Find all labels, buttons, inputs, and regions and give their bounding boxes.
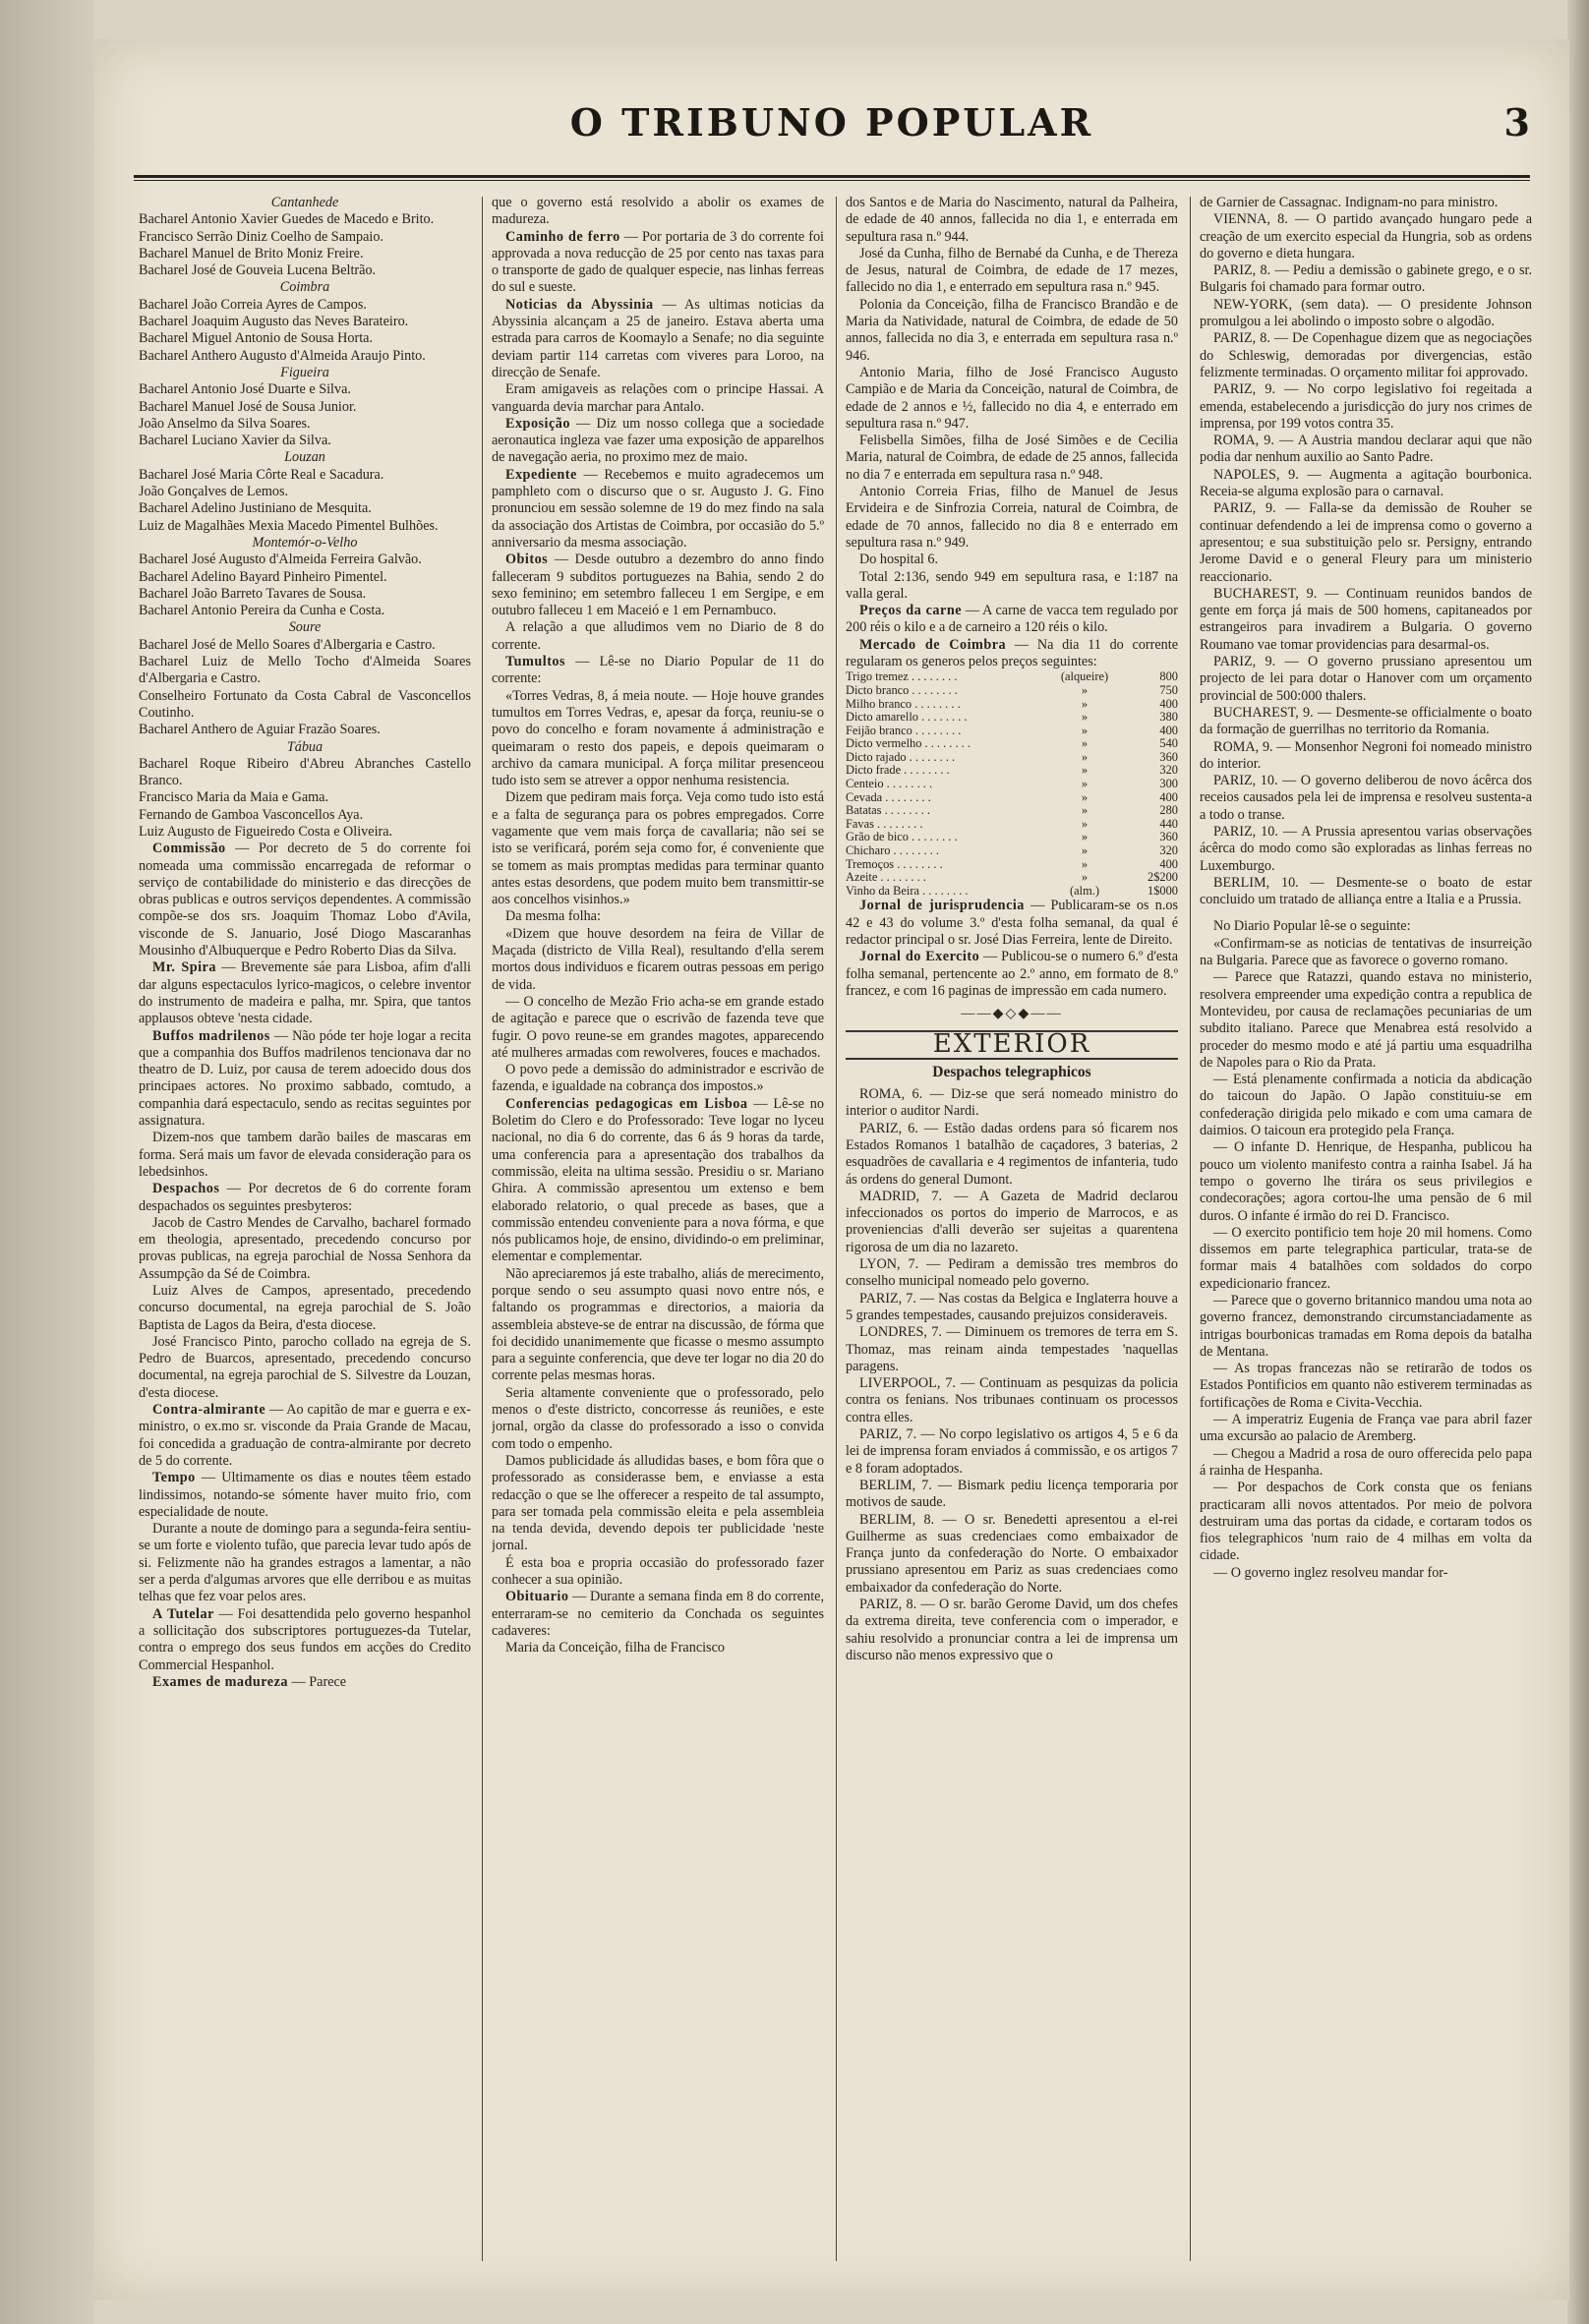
article-paragraph: Despachos — Por decretos de 6 do corrente foram despachados os seguintes presbyteros: bbox=[139, 1181, 471, 1214]
article-paragraph: Noticias da Abyssinia — As ultimas noticias da Abyssinia alcançam a 25 de janeiro. Estava aberta uma estrada para carros de Koomaylo a Senafe; no dia seguinte deviam partir 114 carretas com viveres para Loroo, na direcção de Senafe. bbox=[492, 296, 824, 380]
table-cell: » bbox=[1081, 682, 1089, 697]
article-paragraph: Commissão — Por decreto de 5 do corrente foi nomeada uma commissão encarregada de reformar o serviço de contabilidade do ministerio e das direcções de obras publicas e outros serviços dependentes. A commissão compõe-se dos srs. Joaquim Thomaz Lobo d'Avila, visconde de S. Januario, José Diogo Mascaranhas Mousinho d'Albuquerque e Pedro Roberto Dias da Silva. bbox=[139, 841, 471, 959]
article-paragraph: Bacharel Manuel José de Sousa Junior. bbox=[139, 398, 357, 415]
article-paragraph: Bacharel Luiz de Mello Tocho d'Almeida Soares d'Albergaria e Castro. bbox=[139, 654, 471, 687]
article-paragraph: PARIZ, 8. — O sr. barão Gerome David, um dos chefes da extrema direita, teve conferencia com o imperador, e sahiu resolvido a pronunciar contra a lei de imprensa um discurso não menos expressivo que o bbox=[846, 1596, 1178, 1663]
table-cell: 400 bbox=[1159, 723, 1178, 737]
article-paragraph: Fernando de Gamboa Vasconcellos Aya. bbox=[139, 806, 364, 823]
article-paragraph: ROMA, 9. — Monsenhor Negroni foi nomeado ministro do interior. bbox=[1200, 738, 1532, 772]
article-paragraph: dos Santos e de Maria do Nascimento, natural da Palheira, de edade de 40 annos, fallecida no dia 1, e enterrada em sepultura rasa n.º 944. bbox=[846, 195, 1178, 245]
article-paragraph: NAPOLES, 9. — Augmenta a agitação bourbonica. Receia-se alguma explosão para o carnaval. bbox=[1200, 466, 1532, 500]
article-headline: Mr. Spira bbox=[152, 959, 216, 976]
column-3-obituary bbox=[846, 195, 1178, 670]
article-paragraph: Da mesma folha: bbox=[505, 908, 601, 925]
article-paragraph: Bacharel Miguel Antonio de Sousa Horta. bbox=[139, 330, 373, 347]
table-cell: 360 bbox=[1159, 749, 1178, 764]
page-right-edge bbox=[1567, 0, 1589, 2324]
article-paragraph: — O governo inglez resolveu mandar for- bbox=[1213, 1564, 1448, 1581]
table-cell: 400 bbox=[1159, 856, 1178, 871]
section-subheading-telegrams: Despachos telegraphicos bbox=[932, 1063, 1091, 1080]
table-cell: » bbox=[1081, 870, 1089, 885]
article-paragraph: Francisco Maria da Maia e Gama. bbox=[139, 789, 329, 806]
article-paragraph: LYON, 7. — Pediram a demissão tres membros do conselho municipal nomeado pelo governo. bbox=[846, 1256, 1178, 1290]
article-paragraph: Bacharel José de Gouveia Lucena Beltrão. bbox=[139, 262, 377, 279]
column-separator bbox=[1190, 197, 1191, 2261]
article-headline: Expediente bbox=[505, 466, 577, 483]
column-4 bbox=[1200, 195, 1532, 2269]
article-paragraph: Exposição — Diz um nosso collega que a sociedade aeronautica ingleza vae fazer uma exposição de apparelhos de navegação aeria, no proximo mez de maio. bbox=[492, 415, 824, 466]
locality-subheading: Coimbra bbox=[279, 279, 330, 296]
masthead-rule bbox=[134, 175, 1530, 178]
table-cell: (alm.) bbox=[1070, 883, 1099, 898]
article-paragraph: Bacharel João Barreto Tavares de Sousa. bbox=[139, 585, 367, 602]
article-paragraph: PARIZ, 7. — No corpo legislativo os artigos 4, 5 e 6 da lei de imprensa foram enviados á commissão, e os artigos 7 e 8 foram adoptados. bbox=[846, 1426, 1178, 1477]
table-cell: Dicto vermelho . . . . . . . . bbox=[846, 736, 971, 751]
table-cell: Chicharo . . . . . . . . bbox=[846, 843, 939, 858]
locality-subheading: Cantanhede bbox=[270, 195, 339, 210]
article-paragraph: MADRID, 7. — A Gazeta de Madrid declarou infeccionados os portos do imperio de Marrocos, e as proveniencias d'alli deverão ser sujeitas a quarentena rigorosa de um dia no lazareto. bbox=[846, 1188, 1178, 1255]
article-paragraph: «Confirmam-se as noticias de tentativas de insurreição na Bulgaria. Parece que as favorece o governo romano. bbox=[1200, 935, 1532, 969]
article-paragraph: — Por despachos de Cork consta que os fenians practicaram alli novos attentados. Por meio de polvora destruiram uma das portas da cidade, e cortaram todos os fios telegraphicos 'num raio de 4 milhas em volta da cidade. bbox=[1200, 1480, 1532, 1564]
article-paragraph: BERLIM, 10. — Desmente-se o boato de estar concluido um tratado de alliança entre a Italia e a Prussia. bbox=[1200, 874, 1532, 908]
table-row bbox=[846, 737, 1178, 751]
article-paragraph: PARIZ, 9. — O governo prussiano apresentou um projecto de lei para dotar o Hanover com um orçamento provincial de 500:000 thalers. bbox=[1200, 654, 1532, 704]
article-paragraph: A relação a que alludimos vem no Diario de 8 do corrente. bbox=[492, 619, 824, 653]
article-paragraph: Jacob de Castro Mendes de Carvalho, bacharel formado em theologia, apresentado, precedendo concurso por provas publicas, na egreja parochial de Nossa Senhora da Assumpção da Sé de Coimbra. bbox=[139, 1214, 471, 1282]
article-paragraph: PARIZ, 9. — Falla-se da demissão de Rouher se continuar defendendo a lei de imprensa como o governo a apresentou; e sua substituição pelo sr. Persigny, entrando Jerome David e o general Fleury para um ministerio reaccionario. bbox=[1200, 500, 1532, 585]
article-paragraph: Luiz Augusto de Figueiredo Costa e Oliveira. bbox=[139, 823, 393, 840]
ornament-divider: ——◆◇◆—— bbox=[961, 1006, 1063, 1022]
article-paragraph: — O infante D. Henrique, de Hespanha, publicou ha pouco um violento manifesto contra a rainha Isabel. Já ha tempo o governo lhe tirára os seus privilegios e condecorações; agora cortou-lhe uma pensão de 6 mil duros. O infante é irmão do rei D. Francisco. bbox=[1200, 1139, 1532, 1224]
article-paragraph: Mr. Spira — Brevemente sáe para Lisboa, afim d'alli dar alguns espectaculos lyrico-magicos, o celebre inventor do instrumento de madeira e palha, mr. Spira, que tantos applausos obteve 'nesta cidade. bbox=[139, 959, 471, 1027]
article-paragraph: NEW-YORK, (sem data). — O presidente Johnson promulgou a lei abolindo o imposto sobre o algodão. bbox=[1200, 296, 1532, 330]
article-paragraph: Conferencias pedagogicas em Lisboa — Lê-se no Boletim do Clero e do Professorado: Teve logar no lyceu nacional, no dia 6 do corrente, das 6 ás 9 horas da tarde, uma conferencia para a apresentação dos trabalhos da commissão, eleita na ultima sessão. Presidiu o sr. Mariano Ghira. A commissão apresentou um extenso e bem elaborado relatorio, o qual precede as bases, que a commissão entendeu conveniente para a nova fórma, e que nós publicamos hoje, de ensino, dividindo-o em preliminar, elementar e complementar. bbox=[492, 1095, 824, 1265]
article-paragraph: PARIZ, 8. — Pediu a demissão o gabinete grego, e o sr. Bulgaris foi chamado para formar outro. bbox=[1200, 262, 1532, 296]
table-row bbox=[846, 885, 1178, 899]
table-cell: Centeio . . . . . . . . bbox=[846, 777, 933, 791]
article-paragraph: Bacharel Antonio José Duarte e Silva. bbox=[139, 381, 351, 398]
article-paragraph: Buffos madrilenos — Não póde ter hoje logar a recita que a companhia dos Buffos madrilenos tencionava dar no theatro de D. Luiz, por causa de terem adoecido dous dos principaes actores. No proximo sabbado, comtudo, a companhia dará espectaculo, sendo as recitas seguintes por assignatura. bbox=[139, 1027, 471, 1130]
masthead bbox=[134, 100, 1530, 149]
article-paragraph: PARIZ, 8. — De Copenhague dizem que as negociações do Schleswig, demoradas por divergencias, estão felizmente terminadas. O orçamento militar foi approvado. bbox=[1200, 330, 1532, 380]
article-paragraph: Francisco Serrão Diniz Coelho de Sampaio. bbox=[139, 228, 384, 245]
article-paragraph: — Parece que o governo britannico mandou uma nota ao governo francez, demonstrando circumstanciadamente as intrigas bourbonicas tramadas em Roma depois da batalha de Mentana. bbox=[1200, 1293, 1532, 1360]
table-cell: Milho branco . . . . . . . . bbox=[846, 696, 961, 711]
table-row bbox=[846, 791, 1178, 805]
article-paragraph: Bacharel José de Mello Soares d'Albergaria e Castro. bbox=[139, 636, 436, 653]
article-paragraph: BUCHAREST, 9. — Continuam reunidos bandos de gente em força já mais de 500 homens, capitaneados por estrangeiros para invadirem a Bulgaria. O governo Roumano vae tomar providencias para desarmal-os. bbox=[1200, 585, 1532, 653]
article-headline: Caminho de ferro bbox=[505, 228, 620, 245]
article-paragraph: — O concelho de Mezão Frio acha-se em grande estado de agitação e parece que o escrivão de fazenda teve que fugir. O povo reune-se em grandes magotes, apparecendo até mulheres armadas com rewolveres, fouces e machados. bbox=[492, 993, 824, 1061]
article-paragraph: Luiz de Magalhães Mexia Macedo Pimentel Bulhões. bbox=[139, 517, 439, 534]
article-headline: Commissão bbox=[152, 841, 226, 857]
article-paragraph: LIVERPOOL, 7. — Continuam as pesquizas da policia contra os fenians. Nos tribunaes continuam os processos contra elles. bbox=[846, 1375, 1178, 1425]
page-number: 3 bbox=[1503, 100, 1530, 145]
article-paragraph: Jornal do Exercito — Publicou-se o numero 6.º d'esta folha semanal, pertencente ao 2.º anno, em formato de 8.º francez, e com 16 paginas de impressão em cada numero. bbox=[846, 949, 1178, 999]
table-cell: » bbox=[1081, 843, 1089, 858]
article-paragraph: PARIZ, 9. — No corpo legislativo foi regeitada a emenda, estabelecendo a jurisdicção do jury nos crimes de imprensa, por 199 votos contra 35. bbox=[1200, 381, 1532, 432]
article-paragraph: que o governo está resolvido a abolir os exames de madureza. bbox=[492, 195, 824, 228]
table-row bbox=[846, 684, 1178, 698]
article-paragraph: Obitos — Desde outubro a dezembro do anno findo falleceram 9 subditos portuguezes na Bahia, sendo 2 do sexo feminino; em setembro falleceu 1 em Sergipe, e em outubro falleceu 1 em Maceió e 1 em Pernambuco. bbox=[492, 552, 824, 619]
article-paragraph: ROMA, 6. — Diz-se que será nomeado ministro do interior o auditor Nardi. bbox=[846, 1086, 1178, 1120]
article-paragraph: Caminho de ferro — Por portaria de 3 do corrente foi approvada a nova reducção de 25 por cento nas taxas para o transporte de gado de qualquer especie, nas linhas ferreas do sul e sueste. bbox=[492, 228, 824, 296]
article-paragraph: Bacharel Antonio Xavier Guedes de Macedo e Brito. bbox=[139, 211, 435, 228]
article-paragraph: João Gonçalves de Lemos. bbox=[139, 484, 289, 500]
article-paragraph: Não apreciaremos já este trabalho, aliás de merecimento, porque sendo o seu assumpto quasi novo entre nós, e faltando os programmas e directorios, a maioria da assembleia absteve-se de entrar na discussão, de fórma que foi decidido unanimemente que ficasse o mesmo assumpto para a seguinte conferencia, que deve ter logar no dia 20 do corrente pelas mesmas horas. bbox=[492, 1265, 824, 1384]
article-paragraph: Jornal de jurisprudencia — Publicaram-se os n.os 42 e 43 do volume 3.º d'esta folha semanal, da qual é redactor principal o sr. José Dias Ferreira, lente de Direito. bbox=[846, 898, 1178, 948]
article-paragraph: — Está plenamente confirmada a noticia da abdicação do taicoun do Japão. O Japão constituiu-se em confederação dirigida pelo mikado e com uma camara de daimios. O taicoun era protegido pela França. bbox=[1200, 1072, 1532, 1139]
locality-subheading: Soure bbox=[288, 619, 322, 636]
locality-subheading: Montemór-o-Velho bbox=[252, 534, 358, 551]
table-cell: Dicto branco . . . . . . . . bbox=[846, 682, 958, 697]
article-paragraph: Polonia da Conceição, filha de Francisco Brandão e de Maria da Natividade, natural de Coimbra, de edade de 50 annos, fallecida no dia 3, e enterrada em sepultura rasa n.º 946. bbox=[846, 296, 1178, 364]
article-paragraph: — A imperatriz Eugenia de França vae para abril fazer uma excursão ao palacio de Aremberg. bbox=[1200, 1412, 1532, 1445]
table-cell: » bbox=[1081, 736, 1089, 751]
table-row bbox=[846, 764, 1178, 778]
page-left-edge bbox=[0, 0, 94, 2324]
table-cell: 440 bbox=[1159, 816, 1178, 831]
table-cell: 320 bbox=[1159, 843, 1178, 858]
article-paragraph: — Chegou a Madrid a rosa de ouro offerecida pelo papa á rainha de Hespanha. bbox=[1200, 1445, 1532, 1479]
article-paragraph: Bacharel Adelino Bayard Pinheiro Pimentel. bbox=[139, 568, 387, 585]
article-paragraph: Antonio Maria, filho de José Francisco Augusto Campião e de Maria da Conceição, natural de Coimbra, de edade de 2 annos e ½, fallecido no dia 4, e enterrado em sepultura rasa n.º 947. bbox=[846, 364, 1178, 432]
table-cell: 750 bbox=[1159, 682, 1178, 697]
article-paragraph: — O exercito pontificio tem hoje 20 mil homens. Como dissemos em parte telegraphica particular, trata-se de formar mais 4 batalhões com soldados do corpo expedicionario francez. bbox=[1200, 1224, 1532, 1292]
table-cell: » bbox=[1081, 696, 1089, 711]
article-headline: Buffos madrilenos bbox=[152, 1027, 270, 1044]
article-paragraph: Contra-almirante — Ao capitão de mar e guerra e ex-ministro, o ex.mo sr. visconde da Praia Grande de Macau, foi concedida a graduação de contra-almirante por decreto de 5 do corrente. bbox=[139, 1402, 471, 1469]
article-paragraph: Tumultos — Lê-se no Diario Popular de 11 do corrente: bbox=[492, 654, 824, 687]
article-paragraph: Bacharel Anthero de Aguiar Frazão Soares. bbox=[139, 722, 381, 738]
masthead-rule-thin bbox=[134, 180, 1530, 181]
table-row bbox=[846, 670, 1178, 684]
article-paragraph: Bacharel João Correia Ayres de Campos. bbox=[139, 296, 367, 313]
article-paragraph: PARIZ, 10. — O governo deliberou de novo ácêrca dos receios causados pela lei de imprensa e resolveu sustenta-a a todo o transe. bbox=[1200, 773, 1532, 823]
article-paragraph: de Garnier de Cassagnac. Indignam-no para ministro. bbox=[1200, 195, 1499, 210]
article-headline: Contra-almirante bbox=[152, 1402, 266, 1419]
table-cell: » bbox=[1081, 830, 1089, 844]
table-cell: Tremoços . . . . . . . . bbox=[846, 856, 943, 871]
table-cell: 320 bbox=[1159, 763, 1178, 778]
article-paragraph: Bacharel Manuel de Brito Moniz Freire. bbox=[139, 245, 364, 261]
table-cell: » bbox=[1081, 856, 1089, 871]
table-cell: Favas . . . . . . . . bbox=[846, 816, 923, 831]
article-paragraph: Tempo — Ultimamente os dias e noutes têem estado lindissimos, notando-se sómente haver muito frio, com especialidade de noute. bbox=[139, 1470, 471, 1520]
table-cell: 300 bbox=[1159, 777, 1178, 791]
article-headline: Mercado de Coimbra bbox=[859, 636, 1007, 653]
article-paragraph: Damos publicidade ás alludidas bases, e bom fôra que o professorado as considerasse bem, e enviasse a esta redacção o que se lhe offerecer a respeito de tal assumpto, para ser tomada pela commissão eleita e pela assembleia na tenda devida, devendo depois ter publicidade 'neste jornal. bbox=[492, 1452, 824, 1554]
table-cell: Batatas . . . . . . . . bbox=[846, 803, 931, 818]
article-headline: Exames de madureza bbox=[152, 1673, 288, 1690]
table-cell: 400 bbox=[1159, 789, 1178, 804]
article-paragraph: Bacharel Luciano Xavier da Silva. bbox=[139, 433, 331, 449]
article-paragraph: VIENNA, 8. — O partido avançado hungaro pede a creação de um exercito especial da Hungria, sob as ordens do governo e dieta hungara. bbox=[1200, 211, 1532, 261]
table-cell: 280 bbox=[1159, 803, 1178, 818]
article-paragraph: PARIZ, 6. — Estão dadas ordens para só ficarem nos Estados Romanos 1 batalhão de caçadores, 3 baterias, 2 esquadrões de cavallaria e 4 regimentos de infanteria, tudo ás ordens do general Dumont. bbox=[846, 1120, 1178, 1188]
article-paragraph: Bacharel José Augusto d'Almeida Ferreira Galvão. bbox=[139, 552, 422, 568]
article-paragraph: A Tutelar — Foi desattendida pelo governo hespanhol a sollicitação dos subscriptores portuguezes-da Tutelar, contra o emprego dos seus fundos em acções do Credito Commercial Hespanhol. bbox=[139, 1605, 471, 1673]
article-paragraph: Expediente — Recebemos e muito agradecemos um pamphleto com o discurso que o sr. Augusto J. G. Fino pronunciou em sessão solemne de 19 do mez findo na sala da associação dos Artistas de Coimbra, por occasião do 5.º anniversario da mesma associação. bbox=[492, 466, 824, 551]
article-paragraph: PARIZ, 7. — Nas costas da Belgica e Inglaterra houve a 5 grandes tempestades, causando prejuizos consideraveis. bbox=[846, 1290, 1178, 1323]
table-cell: Grão de bico . . . . . . . . bbox=[846, 830, 958, 844]
newspaper-title: O TRIBUNO POPULAR bbox=[569, 100, 1094, 145]
table-row bbox=[846, 858, 1178, 872]
article-paragraph: Maria da Conceição, filha de Francisco bbox=[505, 1640, 725, 1656]
article-paragraph: No Diario Popular lê-se o seguinte: bbox=[1213, 918, 1411, 935]
locality-subheading: Figueira bbox=[280, 364, 329, 380]
article-paragraph: Do hospital 6. bbox=[859, 552, 938, 568]
market-prices-table bbox=[846, 670, 1178, 898]
column-3 bbox=[846, 195, 1178, 2269]
article-paragraph: José Francisco Pinto, parocho collado na egreja de S. Pedro de Buarcos, apresentado, precedendo concurso documental, na egreja parochial de S. Silvestre da Louzan, d'esta diocese. bbox=[139, 1333, 471, 1401]
table-cell: » bbox=[1081, 749, 1089, 764]
table-cell: 400 bbox=[1159, 696, 1178, 711]
table-row bbox=[846, 818, 1178, 832]
article-headline: Preços da carne bbox=[859, 603, 963, 619]
article-paragraph: ROMA, 9. — A Austria mandou declarar aqui que não podia dar nenhum auxilio ao Santo Padre. bbox=[1200, 433, 1532, 466]
article-paragraph: Dizem que pediram mais força. Veja como tudo isto está e a falta de segurança para os pobres empregados. Corre vagamente que vem mais força de cavallaria; não sei se isto se verificará, porém seja como for, é conveniente que se tomem as mais promptas medidas para terminar quanto antes estas desordens, que podem muito bem transmittir-se aos concelhos visinhos.» bbox=[492, 789, 824, 908]
article-paragraph: Mercado de Coimbra — Na dia 11 do corrente regularam os generos pelos preços seguintes: bbox=[846, 636, 1178, 670]
table-cell: Azeite . . . . . . . . bbox=[846, 870, 926, 885]
locality-subheading: Tábua bbox=[286, 738, 324, 755]
article-headline: Exposição bbox=[505, 415, 570, 432]
table-row bbox=[846, 844, 1178, 858]
table-cell: (alqueire) bbox=[1060, 669, 1109, 684]
article-paragraph: Dizem-nos que tambem darão bailes de mascaras em forma. Será mais um favor de elevada consideração para os lebedsinhos. bbox=[139, 1130, 471, 1180]
article-paragraph: BERLIM, 8. — O sr. Benedetti apresentou a el-rei Guilherme as suas credenciaes como embaixador de França junto da confederação do Norte. O embaixador prussiano apresentou em Pariz as suas credenciaes como embaixador da confederação do Norte. bbox=[846, 1511, 1178, 1596]
column-2 bbox=[492, 195, 824, 2269]
column-separator bbox=[482, 197, 483, 2261]
article-paragraph: João Anselmo da Silva Soares. bbox=[139, 415, 311, 432]
table-cell: Cevada . . . . . . . . bbox=[846, 789, 931, 804]
table-cell: Dicto amarello . . . . . . . . bbox=[846, 710, 968, 725]
article-paragraph: BERLIM, 7. — Bismark pediu licença temporaria por motivos de saude. bbox=[846, 1477, 1178, 1511]
article-headline: Jornal do Exercito bbox=[859, 949, 980, 965]
article-paragraph: Antonio Correia Frias, filho de Manuel de Jesus Ervideira e de Sinfrozia Correia, natural de Coimbra, de edade de 70 annos, fallecido no dia 8 e enterrado em sepultura rasa n.º 949. bbox=[846, 484, 1178, 551]
table-cell: Feijão branco . . . . . . . . bbox=[846, 723, 962, 737]
table-cell: 800 bbox=[1159, 669, 1178, 684]
table-cell: Trigo tremez . . . . . . . . bbox=[846, 669, 958, 684]
table-cell: 360 bbox=[1159, 830, 1178, 844]
article-headline: Obitos bbox=[505, 552, 549, 568]
table-cell: » bbox=[1081, 816, 1089, 831]
article-paragraph: O povo pede a demissão do administrador e escrivão de fazenda, e igualdade na cobrança dos impostos.» bbox=[492, 1062, 824, 1095]
table-cell: » bbox=[1081, 763, 1089, 778]
table-cell: Vinho da Beira . . . . . . . . bbox=[846, 883, 969, 898]
article-paragraph: BUCHAREST, 9. — Desmente-se officialmente o boato da formação de guerrilhas no territorio da Romania. bbox=[1200, 704, 1532, 738]
table-row bbox=[846, 698, 1178, 712]
table-cell: » bbox=[1081, 777, 1089, 791]
column-3-journals bbox=[846, 898, 1178, 1000]
article-paragraph: José da Cunha, filho de Bernabé da Cunha, e de Thereza de Jesus, natural de Coimbra, de edade de 17 mezes, fallecido no dia 1, e enterrado em sepultura rasa n.º 945. bbox=[846, 245, 1178, 296]
article-paragraph: Bacharel Joaquim Augusto das Neves Barateiro. bbox=[139, 314, 409, 330]
article-paragraph: PARIZ, 10. — A Prussia apresentou varias observações ácêrca do modo como são exploradas as linhas ferreas no Luxemburgo. bbox=[1200, 823, 1532, 874]
table-cell: » bbox=[1081, 803, 1089, 818]
article-paragraph: Conselheiro Fortunato da Costa Cabral de Vasconcellos Coutinho. bbox=[139, 687, 471, 721]
newspaper-page bbox=[94, 39, 1569, 2300]
article-headline: Noticias da Abyssinia bbox=[505, 296, 654, 313]
table-cell: Dicto frade . . . . . . . . bbox=[846, 763, 950, 778]
article-paragraph: Obituario — Durante a semana finda em 8 do corrente, enterraram-se no cemiterio da Conchada os seguintes cadaveres: bbox=[492, 1589, 824, 1639]
table-cell: 2$200 bbox=[1148, 870, 1178, 885]
article-paragraph: Bacharel Roque Ribeiro d'Abreu Abranches Castello Branco. bbox=[139, 755, 471, 789]
table-row bbox=[846, 871, 1178, 885]
article-paragraph: Bacharel Anthero Augusto d'Almeida Araujo Pinto. bbox=[139, 347, 426, 364]
article-paragraph: Durante a noute de domingo para a segunda-feira sentiu-se um forte e violento tufão, que parecia levar tudo após de si. Felizmente não ha grandes estragos a lamentar, a não ser a perda d'algumas arvores que elle derribou e as muitas telhas que fez voar pelos ares. bbox=[139, 1521, 471, 1605]
table-row bbox=[846, 804, 1178, 818]
table-row bbox=[846, 778, 1178, 791]
article-paragraph: Exames de madureza — Parece bbox=[152, 1673, 347, 1690]
article-paragraph: Bacharel Antonio Pereira da Cunha e Costa. bbox=[139, 603, 385, 619]
article-paragraph: — Parece que Ratazzi, quando estava no ministerio, resolvera empreender uma expedição contra a republica de Montevideu, por causa de reclamações pecuniarias de um subdito italiano. Parece que Menabrea está resolvido a proceder do mesmo modo e até já partiu uma esquadrilha de Napoles para o Rio da Prata. bbox=[1200, 969, 1532, 1071]
table-row bbox=[846, 831, 1178, 844]
article-paragraph: É esta boa e propria occasião do professorado fazer conhecer a sua opinião. bbox=[492, 1554, 824, 1589]
table-row bbox=[846, 751, 1178, 765]
article-headline: Tempo bbox=[152, 1470, 196, 1486]
article-headline: A Tutelar bbox=[152, 1605, 214, 1622]
article-paragraph: «Dizem que houve desordem na feira de Villar de Maçada (districto de Villa Real), resultando d'ella serem mortos dous individuos e ficarem outras pessoas em perigo de vida. bbox=[492, 925, 824, 993]
article-paragraph: Seria altamente conveniente que o professorado, pelo menos o d'este districto, concorresse ás reuniões, e este jornal, orgão da classe do professorado a isso o convida com todo o empenho. bbox=[492, 1384, 824, 1452]
article-paragraph: LONDRES, 7. — Diminuem os tremores de terra em S. Thomaz, mas reinam ainda tempestades 'naquellas paragens. bbox=[846, 1324, 1178, 1374]
table-cell: Dicto rajado . . . . . . . . bbox=[846, 749, 956, 764]
table-cell: » bbox=[1081, 710, 1089, 725]
article-paragraph: Total 2:136, sendo 949 em sepultura rasa, e 1:187 na valla geral. bbox=[846, 568, 1178, 602]
table-row bbox=[846, 725, 1178, 738]
article-paragraph: Bacharel Adelino Justiniano de Mesquita. bbox=[139, 500, 372, 517]
table-row bbox=[846, 711, 1178, 725]
article-headline: Despachos bbox=[152, 1181, 220, 1197]
article-paragraph: — As tropas francezas não se retirarão de todos os Estados Pontificios em quanto não estiverem terminadas as fortificações de Roma e Civita-Vecchia. bbox=[1200, 1361, 1532, 1411]
article-headline: Jornal de jurisprudencia bbox=[859, 898, 1025, 914]
article-paragraph: Felisbella Simões, filha de José Simões e de Cecilia Maria, natural de Coimbra, de edade de 25 annos, fallecida no dia 7 e enterrada em sepultura rasa n.º 948. bbox=[846, 433, 1178, 483]
table-cell: 380 bbox=[1159, 710, 1178, 725]
article-paragraph: Eram amigaveis as relações com o principe Hassai. A vanguarda devia marchar para Antalo. bbox=[492, 381, 824, 415]
column-1 bbox=[139, 195, 471, 2269]
article-paragraph: Preços da carne — A carne de vacca tem regulado por 200 réis o kilo e a de carneiro a 120 réis o kilo. bbox=[846, 603, 1178, 636]
article-paragraph: «Torres Vedras, 8, á meia noute. — Hoje houve grandes tumultos em Torres Vedras, e, apesar da força, reuniu-se o povo do concelho e foram novamente á administração e queimaram o resto dos papeis, e depois queimaram o archivo da camara municipal. A força militar presenceou tudo isto sem se atrever a oppor nenhuma resistencia. bbox=[492, 687, 824, 789]
locality-subheading: Louzan bbox=[284, 449, 325, 466]
article-headline: Obituario bbox=[505, 1589, 569, 1605]
table-cell: » bbox=[1081, 723, 1089, 737]
section-heading-exterior: EXTERIOR bbox=[846, 1030, 1178, 1059]
table-cell: 540 bbox=[1159, 736, 1178, 751]
article-paragraph: Luiz Alves de Campos, apresentado, precedendo concurso documental, na egreja parochial de S. João Baptista de Lagos da Beira, d'esta diocese. bbox=[139, 1283, 471, 1333]
article-headline: Conferencias pedagogicas em Lisboa bbox=[505, 1095, 748, 1112]
column-3-telegrams bbox=[846, 1086, 1178, 1664]
table-cell: 1$000 bbox=[1148, 883, 1178, 898]
article-headline: Tumultos bbox=[505, 654, 566, 670]
section-gap bbox=[1200, 908, 1532, 918]
table-cell: » bbox=[1081, 789, 1089, 804]
article-paragraph: Bacharel José Maria Côrte Real e Sacadura. bbox=[139, 466, 384, 483]
column-separator bbox=[836, 197, 837, 2261]
